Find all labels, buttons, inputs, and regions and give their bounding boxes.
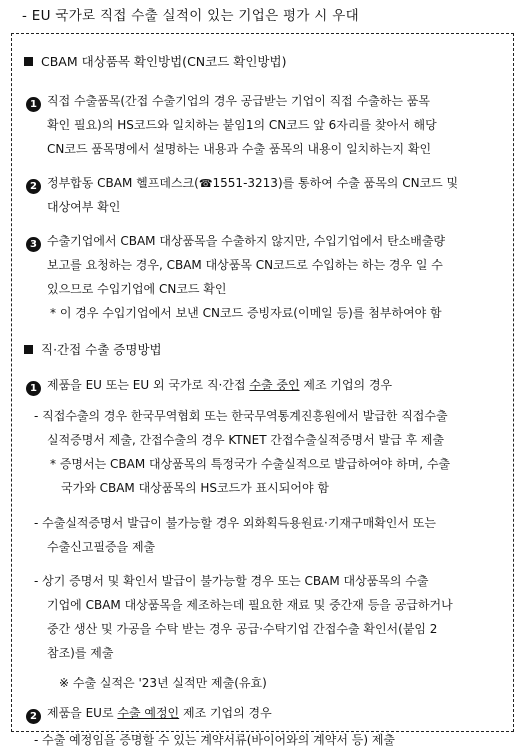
s1-item1-line1 (26, 92, 430, 112)
s1-item2-line1 (26, 174, 458, 194)
section2-title: 직·간접 수출 증명방법 (41, 342, 162, 357)
circled-number-icon: 1 (26, 97, 41, 112)
section1-title-row (24, 53, 286, 71)
s1-item1-line3: CN코드 품목명에서 설명하는 내용과 수출 품목의 내용이 일치하는지 확인 (47, 142, 432, 156)
s2-item1-underlined: 수출 중인 (249, 378, 300, 392)
s1-item2-line2: 대상여부 확인 (47, 200, 121, 214)
s1-item1-line2: 확인 필요)의 HS코드와 일치하는 붙임1의 CN코드 앞 6자리를 찾아서 해당 (47, 118, 437, 132)
s2-item1-text-b: 제조 기업의 경우 (299, 378, 393, 392)
s2-remark: ※ 수출 실적은 '23년 실적만 제출(유효) (59, 676, 267, 690)
circled-number-icon: 1 (26, 381, 41, 396)
section2-title-row (24, 341, 162, 359)
s2-dash2-line1: - 수출실적증명서 발급이 불가능할 경우 외화획득용원료·기재구매확인서 또는 (34, 516, 436, 530)
s2-dash4: - 수출 예정임을 증명할 수 있는 계약서류(바이어와의 계약서 등) 제출 (34, 733, 396, 747)
s2-dash3-line1: - 상기 증명서 및 확인서 발급이 불가능할 경우 또는 CBAM 대상품목의 수출 (34, 574, 429, 588)
header-bullet-line: - EU 국가로 직접 수출 실적이 있는 기업은 평가 시 우대 (22, 8, 359, 24)
s2-item2-text-b: 제조 기업의 경우 (179, 706, 272, 720)
s2-dash1-line1: - 직접수출의 경우 한국무역협회 또는 한국무역통계진흥원에서 발급한 직접수출 (34, 409, 448, 423)
content-box (11, 33, 514, 747)
section1-title: CBAM 대상품목 확인방법(CN코드 확인방법) (41, 54, 287, 69)
s2-dash1-note1: * 증명서는 CBAM 대상품목의 특정국가 수출실적으로 발급하여야 하며, 수출 (50, 457, 451, 471)
s2-item1-line (26, 376, 392, 396)
s1-item3-note: * 이 경우 수입기업에서 보낸 CN코드 증빙자료(이메일 등)를 첨부하여야 함 (50, 306, 442, 320)
s1-item3-text1: 수출기업에서 CBAM 대상품목을 수출하지 않지만, 수입기업에서 탄소배출량 (47, 234, 446, 248)
s2-dash3-line3: 중간 생산 및 가공을 수탁 받는 경우 공급·수탁기업 간접수출 확인서(붙임 2 (47, 622, 438, 636)
s1-item1-text1: 직접 수출품목(간접 수출기업의 경우 공급받는 기업이 직접 수출하는 품목 (47, 94, 430, 108)
s2-dash2-line2: 수출신고필증을 제출 (47, 540, 156, 554)
s1-item3-line1 (26, 232, 445, 252)
s2-item2-text-a: 제품을 EU로 (47, 706, 118, 720)
circled-number-icon: 2 (26, 179, 41, 194)
square-bullet-icon (24, 345, 33, 354)
s1-item3-line2: 보고를 요청하는 경우, CBAM 대상품목 CN코드로 수입하는 하는 경우 일 수 (47, 258, 443, 272)
s2-item1-text-a: 제품을 EU 또는 EU 외 국가로 직·간접 (47, 378, 250, 392)
circled-number-icon: 3 (26, 237, 41, 252)
s2-dash3-line2: 기업에 CBAM 대상품목을 제조하는데 필요한 재료 및 중간재 등을 공급하거나 (47, 598, 453, 612)
square-bullet-icon (24, 57, 33, 66)
s1-item2-text1b: 1551-3213)를 통하여 수출 품목의 CN코드 및 (212, 176, 459, 190)
s2-dash1-note2: 국가와 CBAM 대상품목의 HS코드가 표시되어야 함 (61, 481, 329, 495)
s2-item2-underlined: 수출 예정인 (117, 706, 180, 720)
s1-item2-text1a: 정부합동 CBAM 헬프데스크( (47, 176, 199, 190)
circled-number-icon: 2 (26, 709, 41, 724)
s2-item2-line (26, 704, 272, 724)
phone-icon: ☎ (198, 177, 213, 190)
s1-item3-line3: 있으므로 수입기업에 CN코드 확인 (47, 282, 227, 296)
s2-dash3-line4: 참조)를 제출 (47, 646, 114, 660)
s2-dash1-line2: 실적증명서 제출, 간접수출의 경우 KTNET 간접수출실적증명서 발급 후 제출 (47, 433, 445, 447)
